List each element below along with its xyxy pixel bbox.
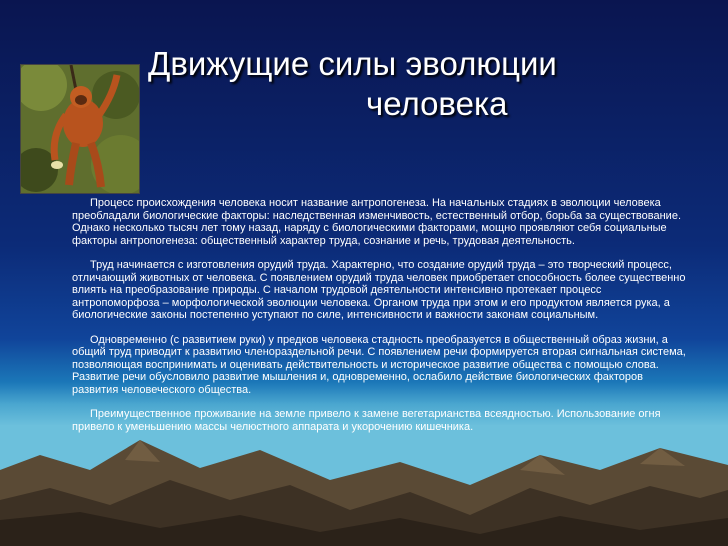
paragraph-2: Труд начинается с изготовления орудий труда. Характерно, что создание орудий труда – это творческий процесс, отличающий животных от человека. С появлением орудий труда человек приобретает способность более существенно влиять на преобразование природы. С началом трудовой деятельности интенсивно протекает процесс антропоморфоза – морфологической эволюции человека. Органом труда при этом и его продуктом является рука, а биологические законы постепенно уступают по силе, интенсивности и важности законам социальным. — [72, 259, 686, 321]
title-line-1: Движущие силы эволюции — [148, 45, 557, 82]
orangutan-icon — [21, 65, 139, 193]
paragraph-4: Преимущественное проживание на земле привело к замене вегетарианства всеядностью. Использование огня привело к уменьшению массы челюстного аппарата и укорочению кишечника. — [72, 408, 661, 433]
page-title — [130, 44, 690, 124]
title-line-2: человека — [366, 85, 508, 122]
slide-body — [72, 197, 686, 445]
paragraph-3: Одновременно (с развитием руки) у предков человека стадность преобразуется в общественный образ жизни, а общий труд приводит к развитию членораздельной речи. С появлением речи формируется вторая сигнальная система, позволяющая воспринимать и оценивать действительность и историческое развитие общества с помощью слова. Развитие речи обусловило развитие мышления и, одновременно, ослабило действие биологических факторов развития человеческого общества. — [72, 333, 686, 396]
paragraph-1: Процесс происхождения человека носит название антропогенеза. На начальных стадиях в эволюции человека преобладали биологические факторы: наследственная изменчивость, естественный отбор, борьба за существование. Однако несколько тысяч лет тому назад, наряду с биологическими факторами, мощно проявляют себя социальные факторы антропогенеза: общественный характер труда, сознание и речь, трудовая деятельность. — [72, 197, 681, 247]
orangutan-photo — [20, 64, 140, 194]
